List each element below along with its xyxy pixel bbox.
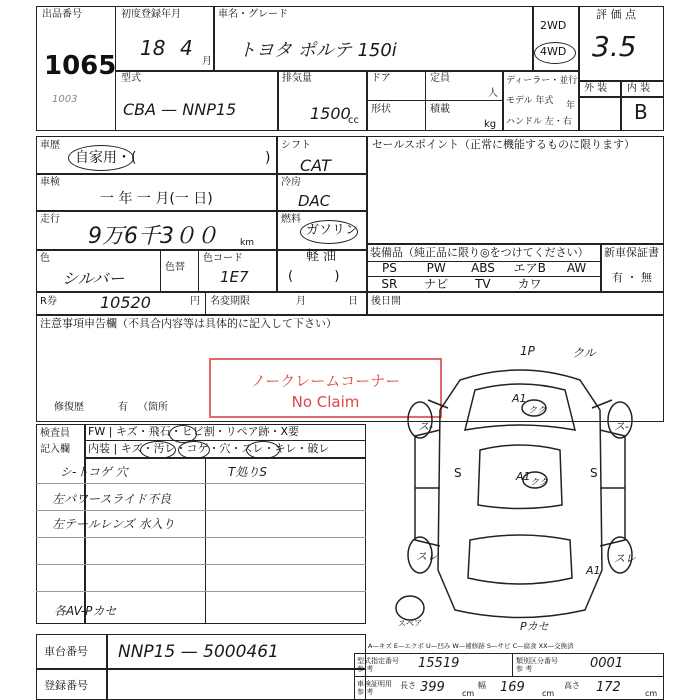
divider — [366, 243, 664, 245]
equip-label: 装備品（純正品に限り◎をつけてください） — [370, 246, 589, 259]
dealer-label: ディーラー・並行 — [506, 76, 578, 86]
shift-value: CAT — [300, 156, 331, 175]
inspect-label: 車検 — [40, 177, 60, 188]
divider — [532, 6, 534, 70]
divider — [160, 249, 161, 291]
height-value: 172 — [596, 680, 621, 695]
model-value: CBA — NNP15 — [123, 100, 237, 119]
history-label: 車歴 — [40, 140, 60, 151]
damage-mark: ス- — [418, 420, 433, 433]
divider — [425, 70, 426, 131]
dim-label: 車検証明用 参 考 — [357, 680, 392, 696]
sales-label: セールスポイント（正常に機能するものに限ります） — [372, 138, 636, 151]
damage-mark: A1 — [512, 392, 527, 405]
equip-navi: ナビ — [424, 277, 449, 291]
divider — [213, 6, 215, 70]
notes-label: 注意事項申告欄（不具合内容等は具体的に記入して下さい） — [40, 317, 337, 330]
after-label: 後日開 — [371, 296, 401, 307]
circle-mark — [140, 441, 176, 459]
damage-mark: A1 — [516, 470, 531, 483]
damage-mark: Pカセ — [520, 620, 549, 633]
damage-mark: スレ — [614, 552, 636, 565]
inspector-line: 各AV-Pカセ — [54, 604, 117, 618]
car-diagram — [380, 340, 660, 640]
divider — [198, 249, 199, 291]
divider — [84, 440, 366, 441]
model-label: 型式 — [121, 73, 141, 84]
lot-label: 出品番号 — [42, 9, 82, 20]
reg-label: 初度登録年月 — [121, 9, 181, 20]
warranty-value: 有 ・ 無 — [612, 271, 652, 284]
load-label: 積載 — [430, 104, 450, 115]
equip-tv: TV — [475, 277, 491, 291]
damage-mark: S — [590, 466, 598, 480]
divider — [106, 634, 108, 700]
equip-row2 — [366, 278, 553, 292]
divider — [36, 210, 366, 212]
divider — [36, 314, 664, 316]
score-label: 評 価 点 — [596, 8, 636, 21]
no-claim-jp: ノークレームコーナー — [250, 372, 401, 390]
circle-mark — [169, 425, 197, 443]
ext-label: 外 装 — [584, 83, 608, 94]
damage-mark: スレ — [416, 550, 438, 563]
ac-label: 冷房 — [281, 177, 301, 188]
length-value: 399 — [420, 680, 445, 695]
mileage-label: 走行 — [40, 214, 60, 225]
inspector-line: シ-トコゲ 穴 — [60, 465, 128, 479]
inspect-value: 一 年 一 月(一 日) — [100, 191, 213, 207]
divider — [512, 653, 513, 676]
equip-ps: PS — [381, 261, 397, 275]
divider — [36, 591, 366, 592]
handle-label: ハンドル 左・右 — [506, 117, 572, 127]
divider — [600, 243, 602, 291]
length-label: 長さ — [400, 681, 416, 690]
rcert-unit: 円 — [190, 296, 200, 307]
wd4-label: 4WD — [540, 45, 567, 58]
color-code-value: 1E7 — [220, 268, 249, 286]
wd2-label: 2WD — [540, 19, 567, 32]
divider — [277, 70, 279, 131]
divider — [116, 70, 578, 72]
equip-airbag: エアB — [513, 261, 546, 275]
int-grade: B — [634, 100, 648, 124]
inspector-label-2: 記入欄 — [40, 444, 70, 455]
divider — [502, 70, 504, 131]
door-label: ドア — [371, 73, 391, 84]
nch-day: 日 — [348, 296, 358, 307]
fuel-alt: 軽 油 — [306, 249, 337, 264]
no-claim-en: No Claim — [291, 393, 360, 411]
equip-sr: SR — [381, 277, 398, 291]
fuel-paren: ( ) — [288, 269, 340, 284]
lot-small: 1003 — [52, 94, 78, 105]
model-year-label: モデル 年式 — [506, 96, 554, 106]
rcert-label: R券 — [40, 296, 57, 307]
width-label: 幅 — [478, 681, 486, 690]
inspector-line: 左テールレンズ 水入り — [52, 517, 175, 531]
repair-yes: 有 — [118, 402, 128, 413]
disp-value: 1500 — [310, 104, 351, 123]
divider — [205, 291, 206, 314]
damage-mark: S — [454, 466, 462, 480]
cert-label: 型式指定番号 参 考 — [357, 657, 399, 673]
warranty-label: 新車保証書 — [604, 246, 659, 259]
damage-mark: クク — [528, 406, 547, 416]
history-value: 自家用・( — [75, 150, 137, 166]
color-value: シルバー — [62, 269, 125, 288]
year-unit: 年 — [566, 101, 576, 111]
name-label: 車名・グレード — [218, 9, 288, 20]
height-label: 高さ — [564, 681, 580, 690]
inspector-side-note: T処りS — [228, 465, 267, 479]
inspector-row-2: 内装 | キズ・汚レ・コゲ・穴・スレ・キレ・破レ — [88, 442, 330, 455]
inspector-line: 左パワースライド不良 — [52, 492, 172, 506]
fuel-label: 燃料 — [281, 214, 301, 225]
int-label: 内 装 — [627, 83, 651, 94]
width-value: 169 — [500, 680, 525, 695]
length-unit: cm — [462, 689, 475, 698]
shift-label: シフト — [281, 140, 311, 151]
reg-value: 18 — [140, 36, 166, 60]
registration-label: 登録番号 — [44, 679, 88, 692]
divider — [36, 483, 366, 484]
cap-unit: 人 — [488, 88, 498, 99]
damage-legend: A—キズ E—エクボ U—凹み W—補修跡 S—サビ C—腐食 XX—交換済 — [368, 642, 574, 650]
score-value: 3.5 — [592, 30, 637, 63]
shape-label: 形状 — [371, 104, 391, 115]
mileage-unit: km — [240, 238, 254, 248]
equip-pw: PW — [426, 261, 446, 275]
spare-label: スペア — [398, 619, 422, 628]
equip-abs: ABS — [471, 261, 495, 275]
inspector-label-1: 検査員 — [40, 428, 70, 439]
inspector-row-1: FW | キズ・飛石・ヒビ割・リペア跡・X要 — [88, 425, 299, 438]
nch-label: 名変期限 — [210, 296, 250, 307]
history-close: ) — [265, 150, 271, 166]
equip-leather: カワ — [517, 277, 542, 291]
load-unit: kg — [484, 119, 497, 130]
reg-unit: 月 — [202, 56, 212, 67]
height-unit: cm — [645, 689, 658, 698]
damage-mark: 1P — [520, 344, 535, 358]
divider — [276, 136, 278, 291]
equip-row1 — [366, 262, 600, 276]
divider — [620, 80, 622, 131]
ac-value: DAC — [298, 192, 331, 210]
repair-label: 修復歴 — [54, 402, 84, 413]
name-value: トヨタ ポルテ 150i — [238, 40, 397, 61]
damage-mark: A1 — [586, 564, 601, 577]
disp-label: 排気量 — [282, 73, 312, 84]
chassis-value: NNP15 — 5000461 — [118, 642, 279, 662]
equip-aw: AW — [566, 261, 587, 275]
lot-number: 1065 — [44, 51, 117, 81]
mileage-value: 9万6千3００ — [88, 224, 218, 249]
repair-loc: （箇所 — [138, 402, 168, 413]
circle-mark — [178, 441, 210, 459]
color-label: 色 — [40, 253, 50, 264]
color-code-label: 色コード — [203, 253, 243, 264]
cap-label: 定員 — [430, 73, 450, 84]
damage-mark: クク — [530, 478, 549, 488]
color-change-label: 色替 — [165, 262, 185, 273]
chassis-label: 車台番号 — [44, 645, 88, 658]
divider — [36, 564, 366, 565]
divider — [36, 510, 366, 511]
divider — [578, 6, 580, 131]
rcert-value: 10520 — [100, 293, 151, 312]
cat-value: 0001 — [590, 656, 624, 671]
damage-mark: クル — [572, 346, 596, 360]
damage-mark: ス- — [614, 420, 629, 433]
cat-label: 類別区分番号 参 考 — [516, 657, 558, 673]
disp-unit: cc — [348, 115, 359, 126]
divider — [354, 676, 664, 677]
fuel-value: ガソリン — [306, 223, 359, 238]
circle-mark — [246, 441, 280, 459]
divider — [36, 537, 366, 538]
cert-value: 15519 — [418, 656, 460, 671]
reg-month: 4 — [180, 36, 193, 60]
nch-month: 月 — [296, 296, 306, 307]
width-unit: cm — [542, 689, 555, 698]
divider — [84, 457, 366, 459]
divider — [36, 668, 366, 670]
divider — [366, 100, 502, 101]
